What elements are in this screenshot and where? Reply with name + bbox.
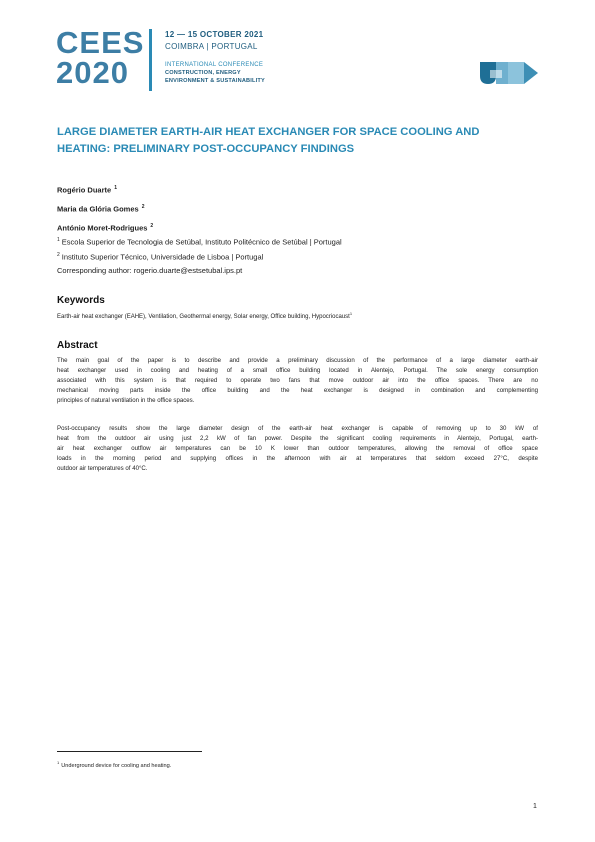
affiliation xyxy=(57,249,342,264)
text-line: principles of natural ventilation in the office spaces. xyxy=(57,396,195,404)
text-line: Post-occupancy results show the large diameter design of the earth-air heat exchanger is capable of removing up to 30 kW of xyxy=(57,425,538,432)
title-line-1: LARGE DIAMETER EARTH-AIR HEAT EXCHANGER FOR SPACE COOLING AND xyxy=(57,126,480,138)
affiliation-text: Escola Superior de Tecnologia de Setúbal, Instituto Politécnico de Setúbal | Portugal xyxy=(61,237,342,247)
footnote-number: 1 xyxy=(57,760,60,765)
title-line-2: HEATING: PRELIMINARY POST-OCCUPANCY FINDINGS xyxy=(57,143,355,155)
conference-logo xyxy=(56,25,145,90)
author xyxy=(57,199,153,218)
affiliations xyxy=(57,234,342,278)
affiliation-mark: 1 xyxy=(57,237,60,243)
affiliation xyxy=(57,234,342,249)
author-affiliation-mark: 2 xyxy=(141,204,145,210)
university-logo-icon xyxy=(478,60,540,86)
conference-date: 12 — 15 OCTOBER 2021 xyxy=(165,30,264,39)
author xyxy=(57,180,153,199)
logo-line-1: CEES xyxy=(56,25,145,60)
header-divider xyxy=(149,29,152,91)
text-line: heat exchanger used in cooling and heating of a small office building located in Alentejo, Portugal. The sole energy consumption xyxy=(57,366,538,374)
text-line: outdoor air temperatures of 40°C. xyxy=(57,464,148,472)
abstract-heading: Abstract xyxy=(57,340,98,351)
footnote-text: Underground device for cooling and heating. xyxy=(61,762,172,769)
text-line: mechanical moving parts inside the office building and the heat exchanger is designed in combination and complementing xyxy=(57,386,538,394)
text-line: air heat exchanger outflow air temperatures can be 10 K lower than outdoor temperatures, allowing the removal of office space xyxy=(57,444,538,452)
author-name: António Moret-Rodrigues xyxy=(57,223,148,233)
author-affiliation-mark: 2 xyxy=(150,223,154,229)
theme-line-2: ENVIRONMENT & SUSTAINABILITY xyxy=(165,77,265,84)
keywords-heading: Keywords xyxy=(57,295,105,306)
author-affiliation-mark: 1 xyxy=(114,185,117,191)
text-line: associated with this system is that required to operate two fans that move outdoor air into the office spaces. There are no xyxy=(57,376,538,384)
corresponding-author: Corresponding author: rogerio.duarte@estsetubal.ips.pt xyxy=(57,266,243,275)
text-line: loads in the morning period and supplying offices in the afternoon with air at temperatures that seldom exceed 27°C, despite xyxy=(57,454,538,462)
text-line: The main goal of the paper is to describe and provide a preliminary discussion of the performance of a large diameter earth-air xyxy=(57,357,538,364)
abstract-paragraph-2 xyxy=(57,424,538,474)
text-line: heat from the outdoor air using just 2,2 kW of fan power. Despite the significant cooling requirements in Alentejo, Portugal, earth- xyxy=(57,434,538,442)
conference-type: INTERNATIONAL CONFERENCE xyxy=(165,62,264,68)
affiliation-mark: 2 xyxy=(57,252,60,258)
page-number: 1 xyxy=(533,803,537,810)
conference-location: COIMBRA | PORTUGAL xyxy=(165,42,258,51)
author-list xyxy=(57,180,153,237)
theme-line-1: CONSTRUCTION, ENERGY xyxy=(165,70,241,76)
paper-title xyxy=(57,124,537,158)
keywords-list: Earth-air heat exchanger (EAHE), Ventilation, Geothermal energy, Solar energy, Office building, Hypocriocaust xyxy=(57,314,350,320)
footnote-mark: 1 xyxy=(349,311,353,316)
author-name: Maria da Glória Gomes xyxy=(57,204,139,214)
affiliation-text: Instituto Superior Técnico, Universidade de Lisboa | Portugal xyxy=(61,252,264,262)
conference-theme xyxy=(165,70,265,85)
keywords-text xyxy=(57,311,352,320)
abstract-paragraph-1 xyxy=(57,356,538,406)
logo-line-2: 2020 xyxy=(56,55,129,90)
footnote xyxy=(57,760,171,769)
footnote-separator xyxy=(57,751,202,752)
author-name: Rogério Duarte xyxy=(57,185,112,195)
